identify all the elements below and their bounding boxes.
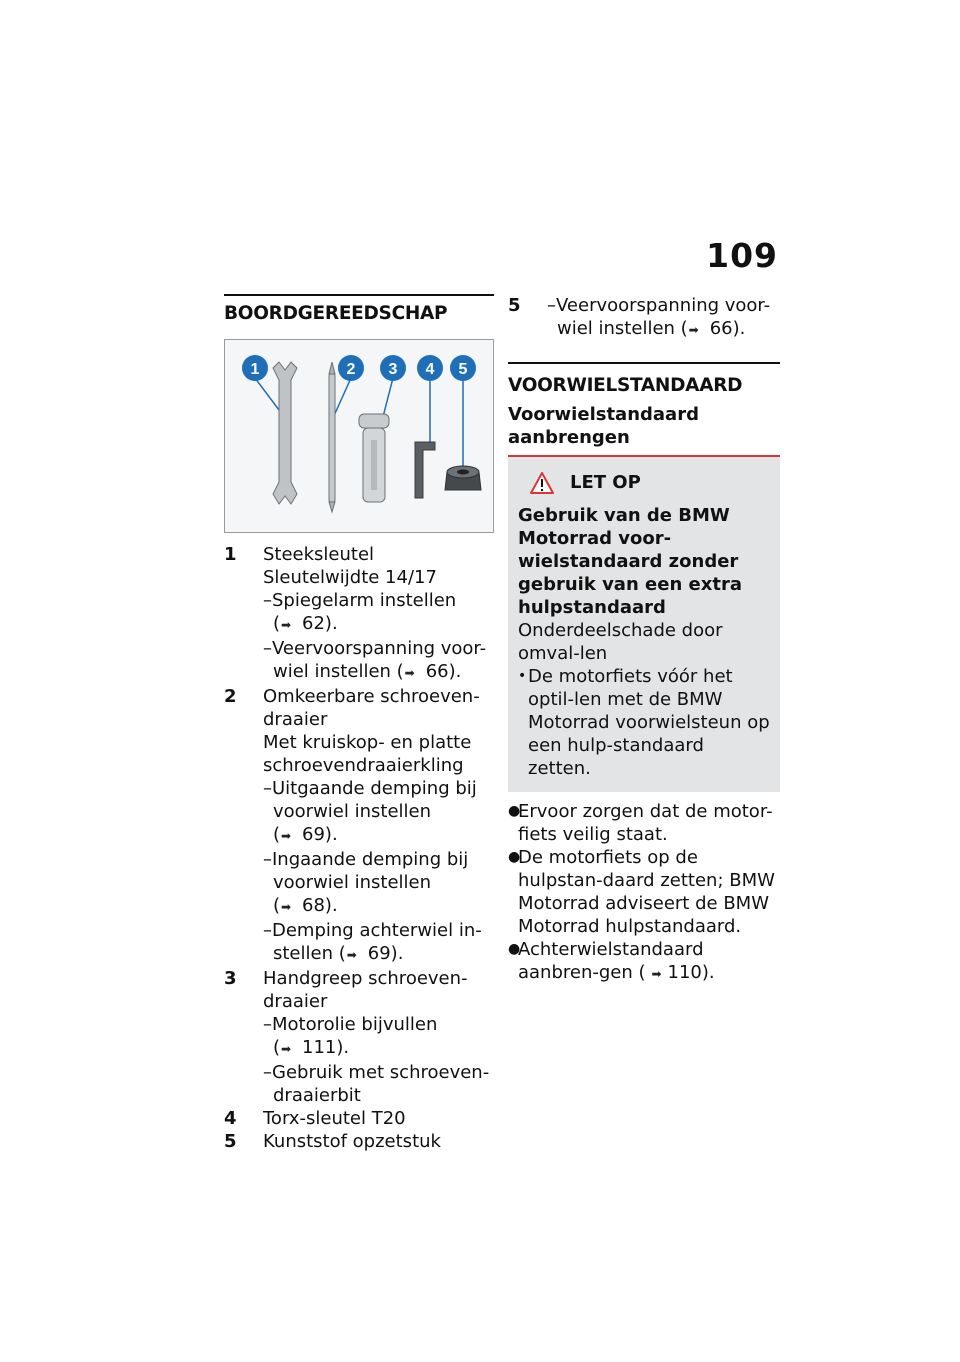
arrow-reference-icon: ➡ <box>281 1042 292 1056</box>
page-reference[interactable]: 111). <box>302 1037 350 1058</box>
reference-line: –Spiegelarm instellen (➡ 62). <box>263 589 494 637</box>
handle-icon <box>359 414 389 502</box>
item-text: Handgreep schroeven-draaier <box>263 968 468 1012</box>
left-column <box>224 294 494 1153</box>
procedure-step: ● Achterwielstandaard aanbren-gen ( ➡ 110). <box>508 938 780 986</box>
page-reference[interactable]: 66). <box>425 661 462 682</box>
toolkit-figure <box>224 339 494 533</box>
item-text: Kunststof opzetstuk <box>263 1131 441 1152</box>
torx-key-icon <box>415 442 435 498</box>
reference-line: –Uitgaande demping bij voorwiel instellen (➡ 69). <box>263 777 494 848</box>
item-text: –Gebruik met schroeven-draaierbit <box>263 1062 490 1106</box>
procedure-step: ● De motorfiets op de hulpstan-daard zetten; BMW Motorrad adviseert de BMW Motorrad hulpstandaard. <box>508 847 775 937</box>
reference-line: –Motorolie bijvullen (➡ 111). <box>263 1013 494 1061</box>
svg-text:3: 3 <box>388 361 398 378</box>
caution-heading: Gebruik van de BMW Motorrad voor-wielstandaard zonder gebruik van een extra hulpstandaard <box>518 505 742 618</box>
callout-2 <box>338 355 364 381</box>
reference-line: –Ingaande demping bij voorwiel instellen (➡ 68). <box>263 848 494 919</box>
item-number: 5 <box>224 1131 237 1152</box>
warning-triangle-icon <box>530 472 554 494</box>
bullet-icon: ● <box>508 941 521 957</box>
arrow-reference-icon: ➡ <box>281 618 292 632</box>
item-number: 4 <box>224 1108 237 1129</box>
caution-consequence: Onderdeelschade door omval-len <box>518 620 723 664</box>
item-text: Torx-sleutel T20 <box>263 1108 406 1129</box>
toolkit-illustration <box>225 340 493 532</box>
callout-5 <box>450 355 476 381</box>
item-number: 5 <box>508 295 521 316</box>
wrench-icon <box>273 362 297 504</box>
bullet-icon: ● <box>508 849 521 865</box>
svg-text:5: 5 <box>458 361 468 378</box>
page-number: 109 <box>706 236 778 275</box>
procedure-steps <box>508 800 780 986</box>
reference-line: –Demping achterwiel in-stellen (➡ 69). <box>263 919 494 967</box>
list-item <box>224 1130 494 1153</box>
page-reference[interactable]: 62). <box>302 613 338 634</box>
svg-text:2: 2 <box>346 361 356 378</box>
caution-label: LET OP <box>570 472 641 493</box>
callout-4 <box>417 355 443 381</box>
callout-3 <box>380 355 406 381</box>
caution-bullet: • De motorfiets vóór het optil-len met de BMW Motorrad voorwielsteun op een hulp-standaard zetten. <box>518 666 770 779</box>
caution-box <box>508 455 780 792</box>
section-title-front-stand: VOORWIELSTANDAARD <box>508 375 743 396</box>
page-reference[interactable]: 68). <box>302 895 338 916</box>
adapter-icon <box>445 466 481 490</box>
bullet-icon: • <box>518 668 527 684</box>
list-item <box>224 685 494 967</box>
page-reference[interactable]: 66). <box>709 318 746 339</box>
sub-title: Voorwielstandaard aanbrengen <box>508 404 699 448</box>
page-reference[interactable]: 110). <box>667 962 715 983</box>
svg-text:4: 4 <box>425 361 435 378</box>
arrow-reference-icon: ➡ <box>651 967 662 981</box>
procedure-step: ● Ervoor zorgen dat de motor-fiets veilig staat. <box>508 801 773 845</box>
arrow-reference-icon: ➡ <box>404 666 415 680</box>
list-item <box>224 1107 494 1130</box>
reference-line: –Veervoorspanning voor-wiel instellen (➡ 66). <box>547 294 780 342</box>
bullet-icon: ● <box>508 803 521 819</box>
screwdriver-icon <box>329 362 335 512</box>
list-item <box>224 967 494 1107</box>
arrow-reference-icon: ➡ <box>281 900 292 914</box>
item-text: Omkeerbare schroeven-draaier <box>263 686 480 730</box>
page-reference[interactable]: 69). <box>302 824 338 845</box>
list-item <box>508 294 780 342</box>
callout-1 <box>242 355 268 381</box>
reference-line: –Veervoorspanning voor-wiel instellen (➡ 66). <box>263 637 494 685</box>
section-rule <box>224 294 494 296</box>
toolkit-list <box>224 543 494 1153</box>
item-text: Met kruiskop- en platte schroevendraaierkling <box>263 732 472 776</box>
right-column <box>508 294 780 986</box>
item-number: 3 <box>224 968 237 989</box>
item-text: Steeksleutel <box>263 544 375 565</box>
item-text: Sleutelwijdte 14/17 <box>263 567 437 588</box>
arrow-reference-icon: ➡ <box>346 948 357 962</box>
page-reference[interactable]: 69). <box>367 943 404 964</box>
item-number: 2 <box>224 686 237 707</box>
svg-text:1: 1 <box>250 361 260 378</box>
arrow-reference-icon: ➡ <box>688 323 699 337</box>
section-front-stand <box>508 362 780 986</box>
arrow-reference-icon: ➡ <box>281 829 292 843</box>
item-number: 1 <box>224 544 237 565</box>
section-title-toolkit: BOORDGEREEDSCHAP <box>224 303 448 324</box>
list-item <box>224 543 494 685</box>
